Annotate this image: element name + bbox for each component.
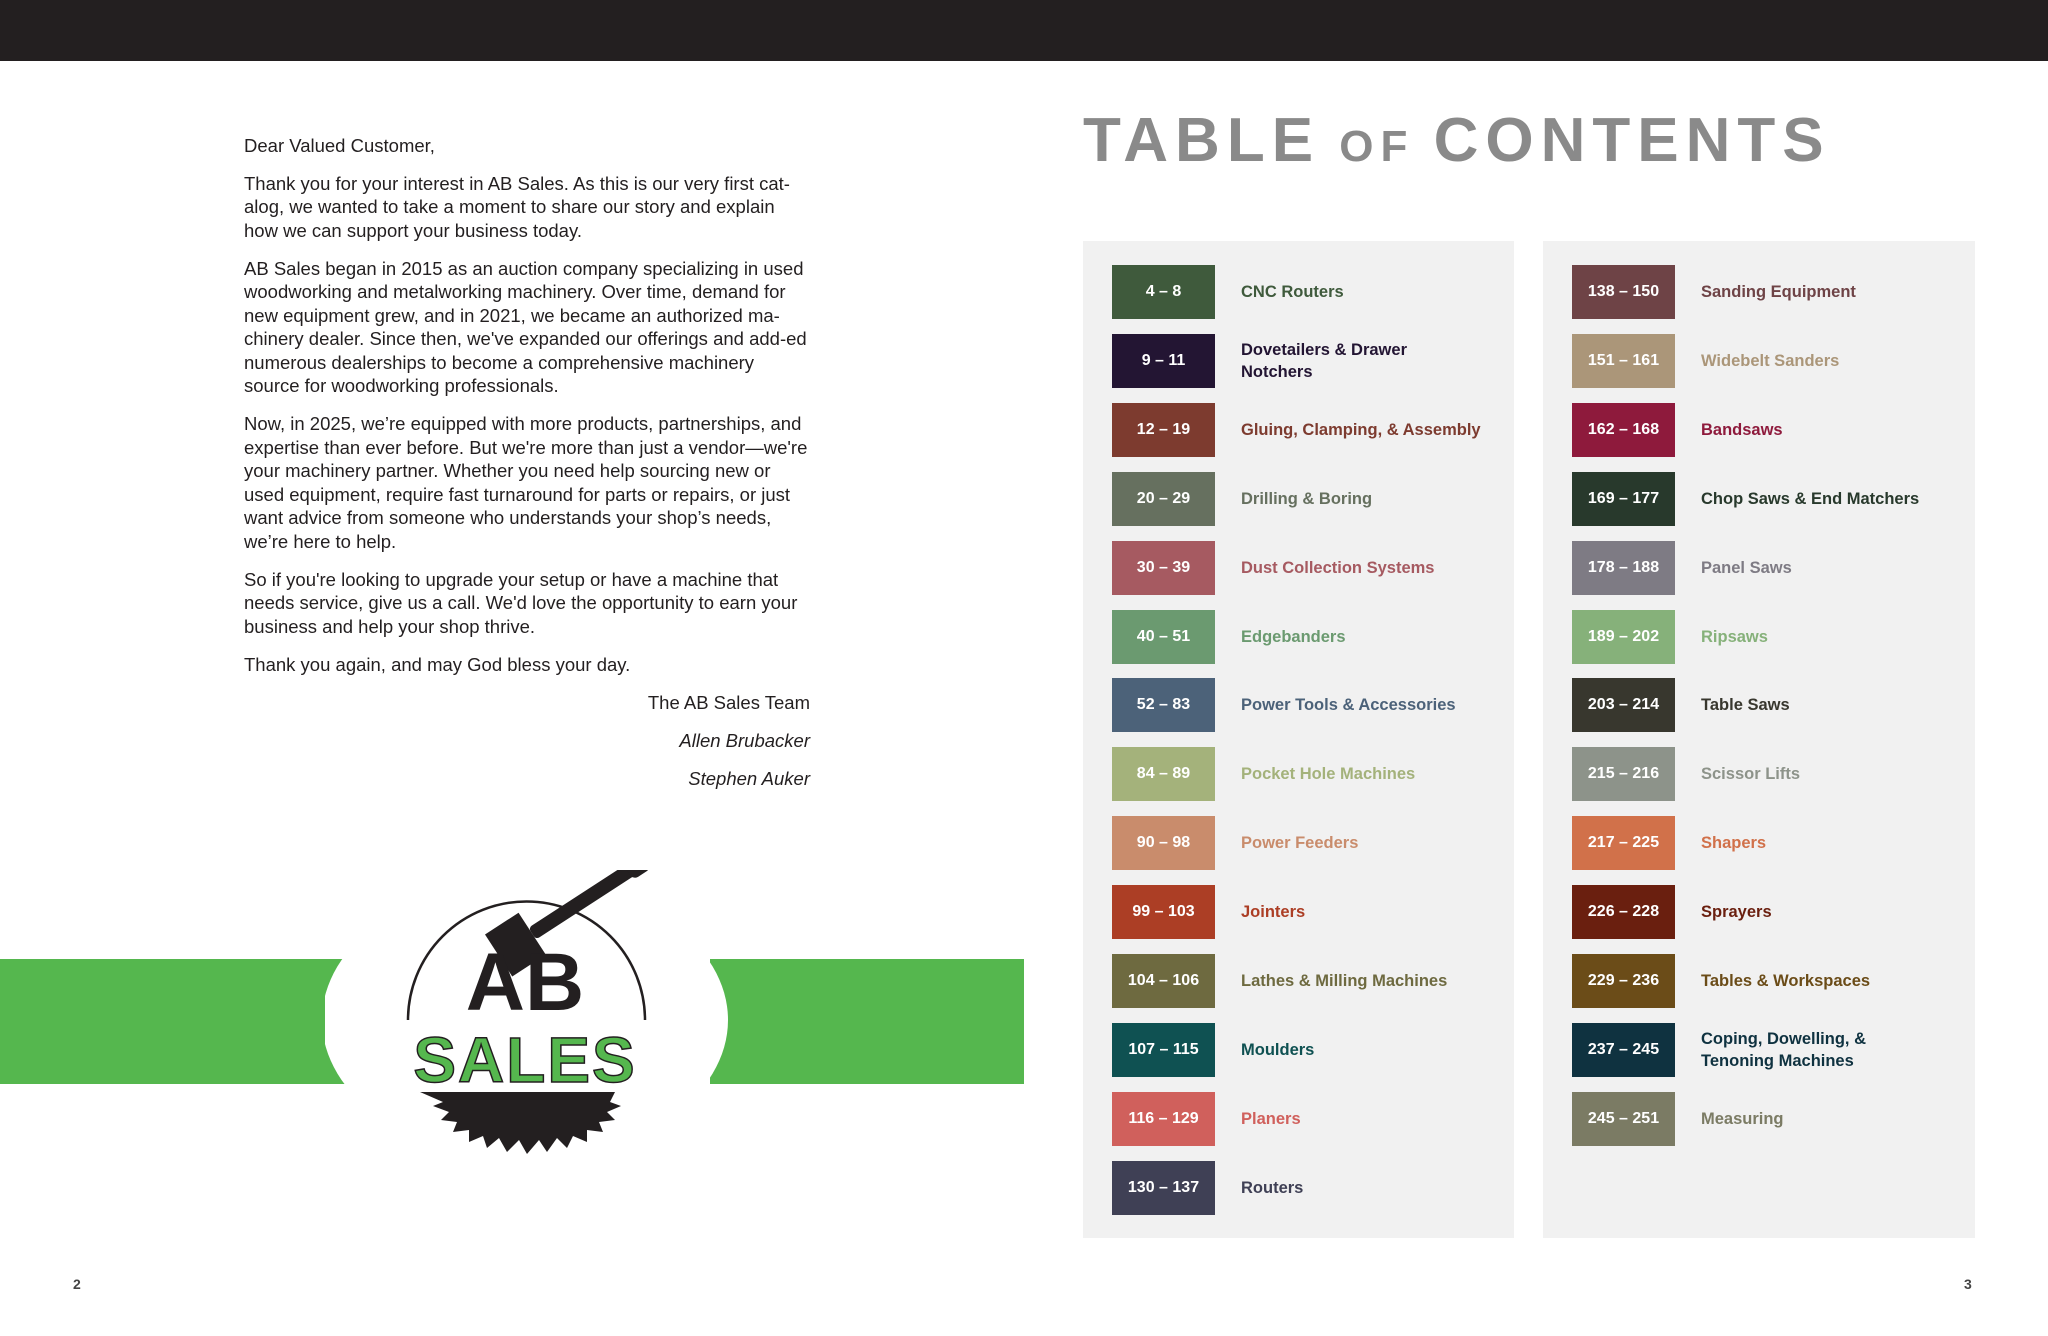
toc-page-range: 178 – 188 [1572, 541, 1675, 595]
toc-page-range: 169 – 177 [1572, 472, 1675, 526]
toc-page-range: 104 – 106 [1112, 954, 1215, 1008]
toc-section-label: Moulders [1241, 1040, 1315, 1059]
letter-paragraph: So if you're looking to upgrade your setup or have a machine that needs service, give us a call. We'd love the opportunity to earn your business and help your shop thrive. [244, 568, 798, 637]
letter-greeting: Dear Valued Customer, [244, 135, 435, 156]
toc-page-range: 162 – 168 [1572, 403, 1675, 457]
toc-entry[interactable] [1572, 334, 1941, 388]
toc-page-range: 217 – 225 [1572, 816, 1675, 870]
ab-sales-logo [325, 870, 735, 1170]
toc-entry[interactable] [1572, 541, 1941, 595]
toc-page-range: 84 – 89 [1112, 747, 1215, 801]
toc-section-label: Pocket Hole Machines [1241, 765, 1416, 784]
toc-section-label: Widebelt Sanders [1701, 351, 1840, 370]
letter-signer: Stephen Auker [688, 767, 810, 789]
toc-entry[interactable] [1572, 1092, 1941, 1146]
toc-entry[interactable] [1572, 816, 1941, 870]
toc-page-range: 203 – 214 [1572, 678, 1675, 732]
logo-text-ab: AB [465, 937, 585, 1028]
toc-section-label: Tables & Workspaces [1701, 972, 1871, 990]
toc-entry[interactable] [1572, 1023, 1941, 1077]
toc-page-range: 20 – 29 [1112, 472, 1215, 526]
toc-section-label: Ripsaws [1701, 627, 1768, 646]
toc-title-word: TABLE [1083, 106, 1321, 175]
toc-page-range: 12 – 19 [1112, 403, 1215, 457]
toc-page-range: 9 – 11 [1112, 334, 1215, 388]
toc-entry[interactable] [1112, 472, 1481, 526]
toc-section-label: Scissor Lifts [1701, 765, 1801, 784]
toc-section-label: Coping, Dowelling, & Tenoning Machines [1701, 1029, 1866, 1070]
toc-panel-right [1543, 241, 1975, 1238]
page-number-left: 2 [73, 1276, 81, 1292]
toc-section-label: Planers [1241, 1109, 1301, 1128]
logo-band-right [710, 959, 1024, 1084]
toc-page-range: 130 – 137 [1112, 1161, 1215, 1215]
toc-entry[interactable] [1112, 610, 1481, 664]
toc-section-label: Edgebanders [1241, 627, 1346, 646]
page-number-right: 3 [1964, 1276, 1972, 1292]
toc-page-range: 237 – 245 [1572, 1023, 1675, 1077]
letter-paragraph: Thank you for your interest in AB Sales. As this is our very first cat-alog, we wanted to take a moment to share our story and explain how we can support your business today. [244, 172, 790, 241]
toc-page-range: 245 – 251 [1572, 1092, 1675, 1146]
toc-entry[interactable] [1572, 610, 1941, 664]
toc-section-label: Drilling & Boring [1241, 489, 1373, 508]
toc-section-label: Lathes & Milling Machines [1241, 972, 1448, 990]
toc-page-range: 226 – 228 [1572, 885, 1675, 939]
toc-entry[interactable] [1112, 816, 1481, 870]
toc-section-label: Power Tools & Accessories [1241, 696, 1456, 715]
toc-page-range: 99 – 103 [1112, 885, 1215, 939]
toc-section-label: Shapers [1701, 834, 1767, 853]
toc-page-range: 30 – 39 [1112, 541, 1215, 595]
toc-page-range: 138 – 150 [1572, 265, 1675, 319]
toc-section-label: Gluing, Clamping, & Assembly [1241, 420, 1481, 439]
toc-entry[interactable] [1112, 747, 1481, 801]
toc-page-range: 229 – 236 [1572, 954, 1675, 1008]
toc-section-label: Dovetailers & Drawer Notchers [1241, 340, 1407, 381]
toc-entry[interactable] [1572, 472, 1941, 526]
logo-text-sales: SALES [413, 1024, 637, 1096]
toc-title-word: OF [1339, 122, 1415, 171]
toc-title-word: CONTENTS [1433, 106, 1831, 175]
toc-entry[interactable] [1112, 265, 1481, 319]
letter-paragraph: AB Sales began in 2015 as an auction company specializing in used woodworking and metalworking machinery. Over time, demand for new equipment grew, and in 2021, we became an authorized ma-chinery dealer. Since then, we've expanded our offerings and add-ed numerous dealerships to become a comprehensive machinery source for woodworking professionals. [244, 257, 807, 396]
toc-entry[interactable] [1572, 403, 1941, 457]
toc-section-label: Bandsaws [1701, 420, 1783, 439]
welcome-letter [244, 134, 810, 805]
toc-section-label: Table Saws [1701, 696, 1790, 715]
toc-entry[interactable] [1572, 747, 1941, 801]
toc-section-label: Routers [1241, 1178, 1304, 1197]
toc-section-label: Measuring [1701, 1109, 1784, 1128]
toc-section-label: Dust Collection Systems [1241, 558, 1435, 577]
toc-section-label: Chop Saws & End Matchers [1701, 489, 1920, 508]
toc-entry[interactable] [1112, 1161, 1481, 1215]
toc-page-range: 215 – 216 [1572, 747, 1675, 801]
toc-entry[interactable] [1112, 885, 1481, 939]
toc-entry[interactable] [1112, 1023, 1481, 1077]
letter-paragraph: Thank you again, and may God bless your day. [244, 653, 631, 675]
toc-page-range: 189 – 202 [1572, 610, 1675, 664]
toc-section-label: Sanding Equipment [1701, 283, 1856, 301]
toc-entry[interactable] [1112, 954, 1481, 1008]
toc-entry[interactable] [1572, 265, 1941, 319]
toc-page-range: 116 – 129 [1112, 1092, 1215, 1146]
toc-page-range: 90 – 98 [1112, 816, 1215, 870]
toc-entry[interactable] [1572, 885, 1941, 939]
letter-paragraph: Now, in 2025, we’re equipped with more products, partnerships, and expertise than ever before. But we're more than just a vendor—we're your machinery partner. Whether you need help sourcing new or used equipment, require fast turnaround for parts or repairs, or just want advice from someone who understands your shop’s needs, we’re here to help. [244, 413, 808, 552]
toc-entry[interactable] [1112, 1092, 1481, 1146]
toc-page-range: 40 – 51 [1112, 610, 1215, 664]
letter-signoff: The AB Sales Team [647, 691, 810, 713]
toc-page-range: 4 – 8 [1112, 265, 1215, 319]
toc-entry[interactable] [1112, 541, 1481, 595]
toc-entry[interactable] [1112, 678, 1481, 732]
logo-band-left [0, 959, 345, 1084]
toc-section-label: Sprayers [1701, 903, 1772, 922]
toc-page-range: 52 – 83 [1112, 678, 1215, 732]
toc-section-label: CNC Routers [1241, 283, 1344, 301]
toc-section-label: Power Feeders [1241, 834, 1359, 853]
toc-entry[interactable] [1572, 954, 1941, 1008]
toc-entry[interactable] [1572, 678, 1941, 732]
toc-page-range: 151 – 161 [1572, 334, 1675, 388]
toc-title [1083, 106, 1977, 176]
toc-page-range: 107 – 115 [1112, 1023, 1215, 1077]
toc-section-label: Panel Saws [1701, 558, 1792, 577]
toc-panel-left [1083, 241, 1514, 1238]
top-bar [0, 0, 2048, 61]
toc-entry[interactable] [1112, 403, 1481, 457]
toc-section-label: Jointers [1241, 903, 1306, 922]
toc-entry[interactable] [1112, 334, 1481, 388]
letter-signer: Allen Brubacker [679, 729, 810, 751]
